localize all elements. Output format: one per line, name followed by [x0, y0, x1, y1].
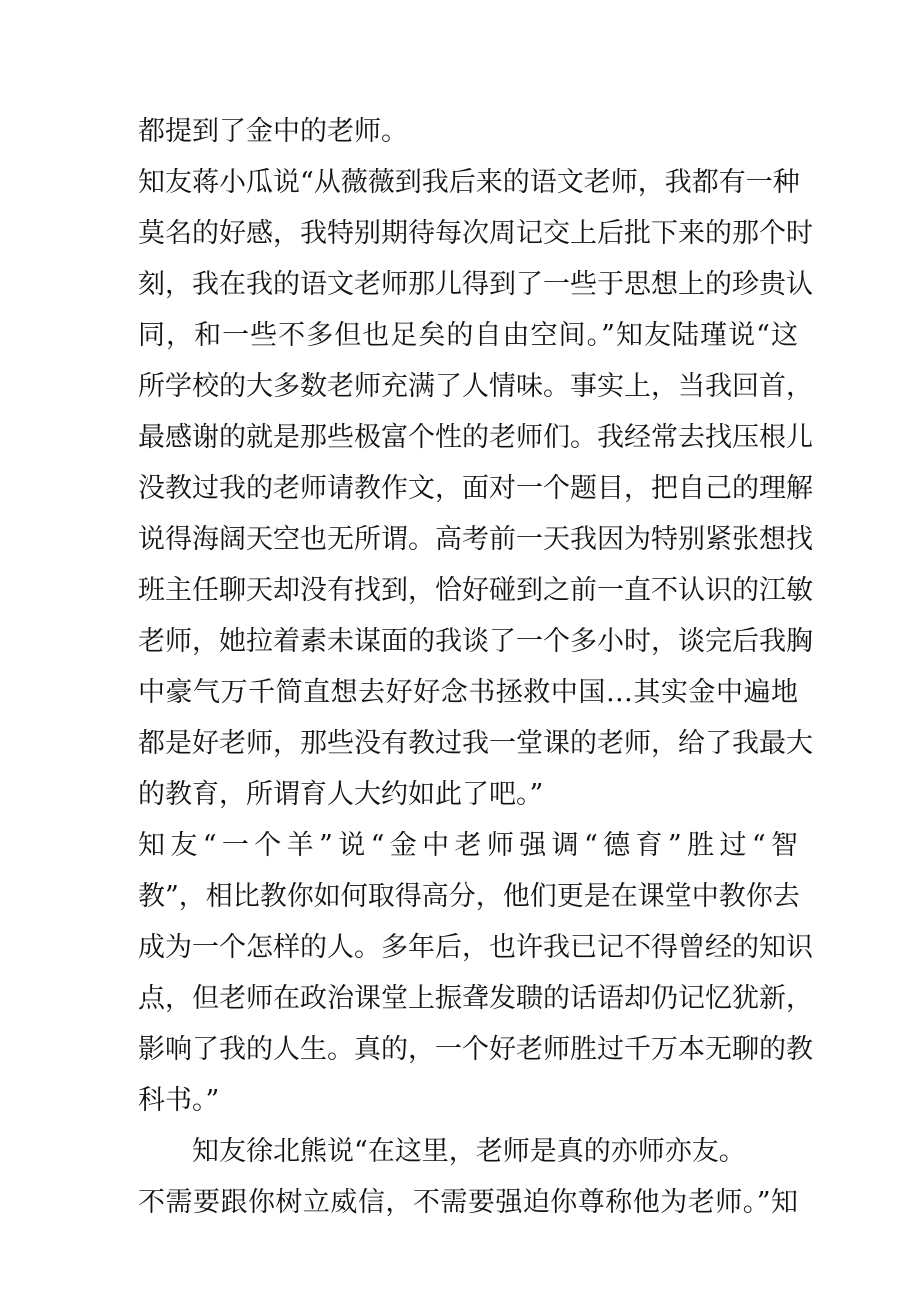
text-line: 说得海阔天空也无所谓。高考前一天我因为特别紧张想找: [138, 524, 813, 555]
text-line: 不需要跟你树立威信，不需要强迫你尊称他为老师。”知: [138, 1187, 798, 1218]
text-line: 最感谢的就是那些极富个性的老师们。我经常去找压根儿: [138, 422, 813, 453]
text-line: 莫名的好感，我特别期待每次周记交上后批下来的那个时: [138, 218, 813, 249]
text-line: 刻，我在我的语文老师那儿得到了一些于思想上的珍贵认: [138, 269, 813, 300]
body-text: [138, 106, 813, 1228]
text-line: 知友蒋小瓜说“从薇薇到我后来的语文老师，我都有一种: [138, 167, 800, 198]
text-line: 教”，相比教你如何取得高分，他们更是在课堂中教你去: [138, 881, 800, 912]
text-line: 的教育，所谓育人大约如此了吧。”: [138, 779, 544, 810]
text-line: 没教过我的老师请教作文，面对一个题目，把自己的理解: [138, 473, 813, 504]
text-line: 老师，她拉着素未谋面的我谈了一个多小时，谈完后我胸: [138, 626, 813, 657]
text-line: 知友“一个羊”说“金中老师强调“德育”胜过“智: [138, 830, 798, 861]
text-line: 中豪气万千简直想去好好念书拯救中国…其实金中遍地: [138, 677, 798, 708]
text-line: 知友徐北熊说“在这里，老师是真的亦师亦友。: [192, 1136, 746, 1167]
text-line: 所学校的大多数老师充满了人情味。事实上，当我回首，: [138, 371, 813, 402]
text-line: 影响了我的人生。真的，一个好老师胜过千万本无聊的教: [138, 1034, 813, 1065]
text-line: 同，和一些不多但也足矣的自由空间。”知友陆瑾说“这: [138, 320, 798, 351]
text-line: 都提到了金中的老师。: [138, 116, 408, 147]
text-line: 班主任聊天却没有找到，恰好碰到之前一直不认识的江敏: [138, 575, 813, 606]
text-line: 点，但老师在政治课堂上振聋发聩的话语却仍记忆犹新，: [138, 983, 813, 1014]
text-line: 成为一个怎样的人。多年后，也许我已记不得曾经的知识: [138, 932, 813, 963]
text-line: 科书。”: [138, 1085, 220, 1116]
text-line: 都是好老师，那些没有教过我一堂课的老师，给了我最大: [138, 728, 813, 759]
